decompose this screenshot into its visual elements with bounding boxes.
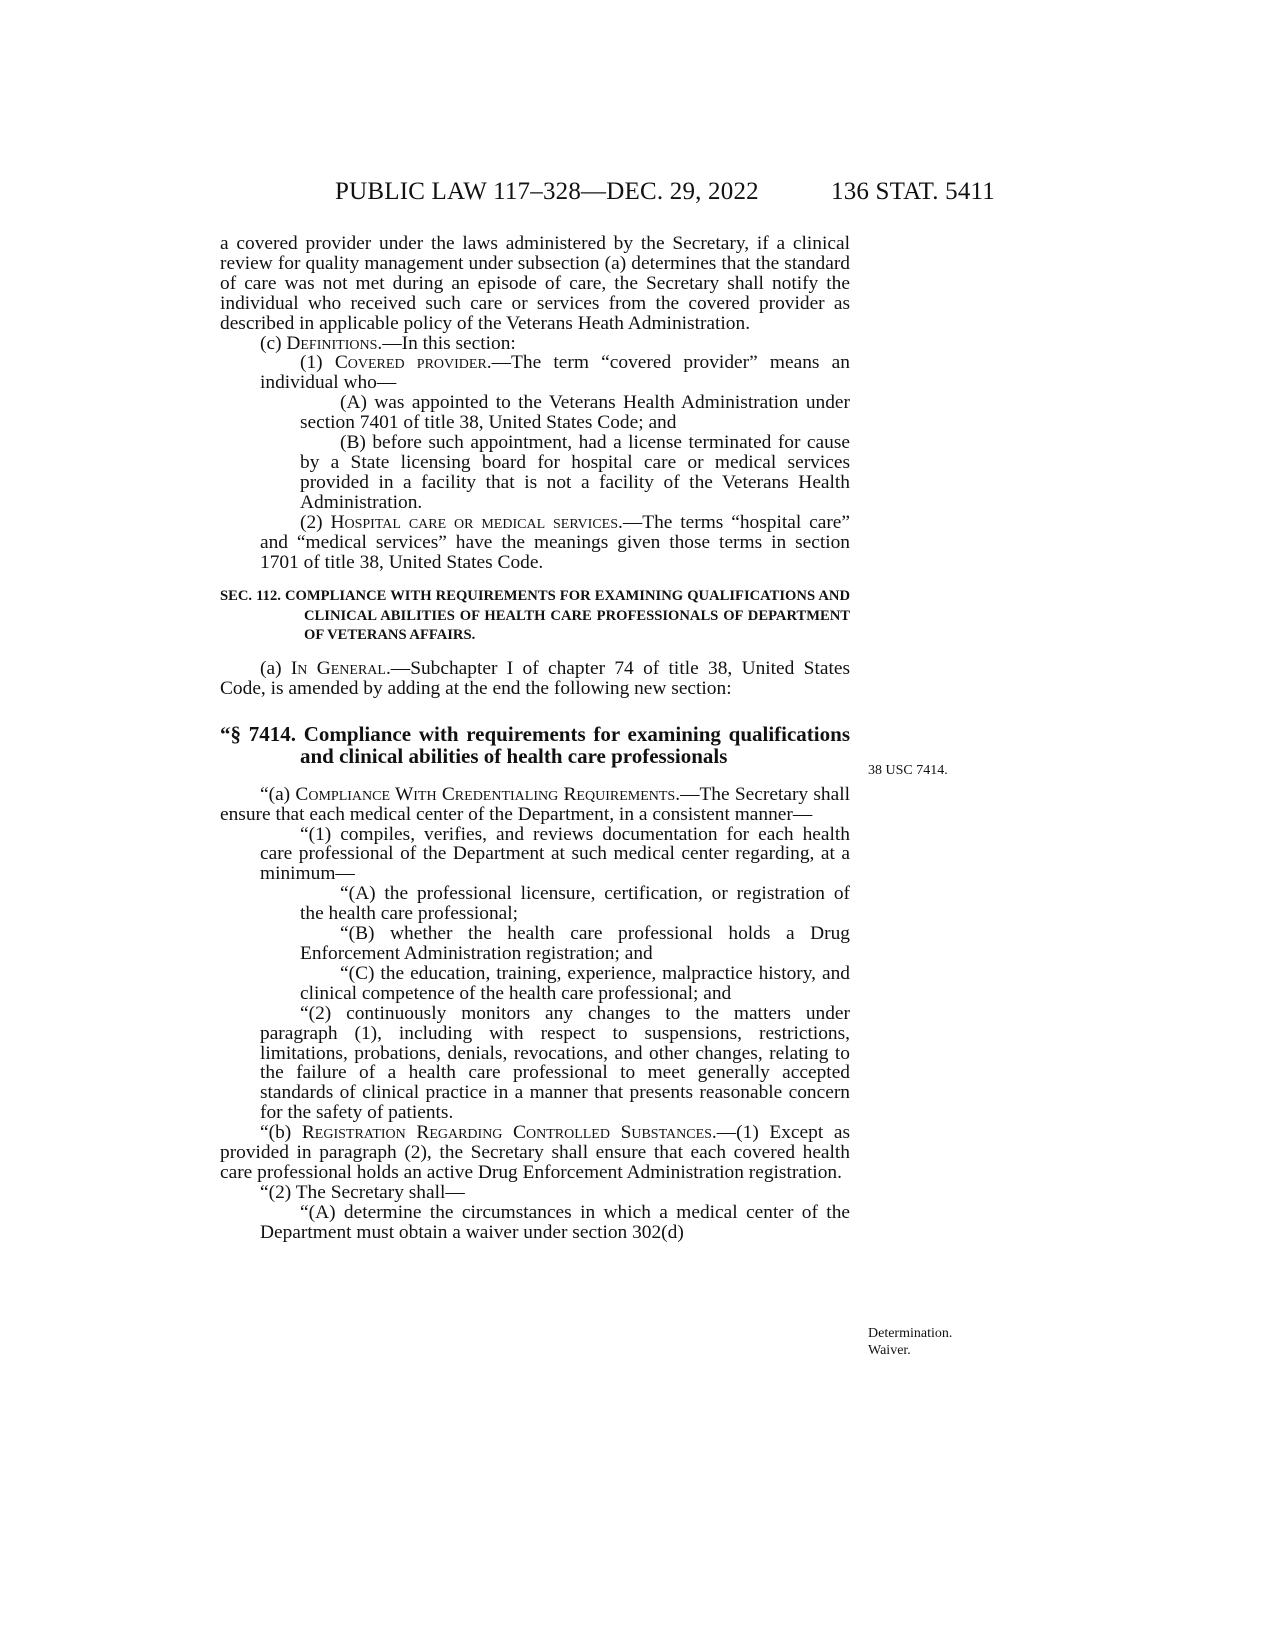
new-section-heading: “§ 7414. Compliance with requirements for examining qualifications and clinical abilities of health care professionals	[220, 721, 850, 768]
new-paragraph-a2: “(2) continuously monitors any changes to the matters under paragraph (1), including with respect to suspensions, restrictions, limitations, probations, denials, revocations, and other changes, relating to the failure of a health care professional to meet generally accepted standards of clinical practice in a manner that presents reasonable concern for the safety of patients.	[260, 1002, 850, 1124]
subsection-heading: Definitions	[286, 332, 378, 354]
margin-note-waiver-text: Waiver.	[868, 1343, 911, 1358]
new-subsection-a: “(a) Compliance With Credentialing Requirements.—The Secretary shall ensure that each medical center of the Department, in a consistent manner—	[220, 783, 850, 825]
new-subparagraph-a1C: “(C) the education, training, experience, malpractice history, and clinical competence of the health care professional; and	[300, 962, 850, 1004]
page-body	[220, 234, 850, 1243]
new-subparagraph-a1A: “(A) the professional licensure, certification, or registration of the health care professional;	[300, 883, 850, 925]
subsection-heading: In General	[290, 657, 386, 679]
subsection-a: (a) In General.—Subchapter I of chapter 74 of title 38, United States Code, is amended by adding at the end the following new section:	[220, 657, 850, 699]
paragraph-c1: (1) Covered provider.—The term “covered provider” means an individual who—	[260, 352, 850, 394]
subparagraph-c1A: (A) was appointed to the Veterans Health Administration under section 7401 of title 38, United States Code; and	[300, 392, 850, 434]
new-subsection-b: “(b) Registration Regarding Controlled Substances.—(1) Except as provided in paragraph (2), the Secretary shall ensure that each covered health care professional holds an active Drug Enforcement Administration registration.	[220, 1122, 850, 1183]
statute-page-number: 136 STAT. 5411	[831, 178, 995, 205]
new-paragraph-b2: “(2) The Secretary shall—	[260, 1181, 465, 1203]
subsection-heading: Registration Regarding Controlled Substances	[301, 1122, 712, 1144]
paragraph-continued: a covered provider under the laws administered by the Secretary, if a clinical review for quality management under subsection (a) determines that the standard of care was not met during an episode of care, the Secretary shall notify the individual who received such care or services from the covered provider as described in applicable policy of the Veterans Heath Administration.	[220, 233, 850, 334]
paragraph-heading: Hospital care or medical services	[330, 511, 619, 533]
subparagraph-c1B: (B) before such appointment, had a license terminated for cause by a State licensing board for hospital care or medical services provided in a facility that is not a facility of the Veterans Health Administration.	[300, 432, 850, 513]
new-subparagraph-a1B: “(B) whether the health care professional holds a Drug Enforcement Administration registration; and	[300, 923, 850, 964]
margin-note-determination	[868, 1325, 952, 1359]
margin-note-usc: 38 USC 7414.	[868, 763, 948, 778]
page-header	[335, 178, 995, 218]
section-heading: SEC. 112. COMPLIANCE WITH REQUIREMENTS FOR EXAMINING QUALIFICATIONS AND CLINICAL ABILITIES OF HEALTH CARE PROFESSIONALS OF DEPARTMENT OF VETERANS AFFAIRS.	[220, 588, 850, 644]
paragraph-heading: Covered provider	[334, 352, 487, 374]
margin-note-determination-text: Determination.	[868, 1326, 953, 1341]
subsection-c: (c) Definitions.—In this section:	[260, 332, 516, 354]
new-subparagraph-b2A: “(A) determine the circumstances in which a medical center of the Department must obtain a waiver under section 302(d)	[260, 1201, 850, 1243]
running-head-title: PUBLIC LAW 117–328—DEC. 29, 2022	[335, 178, 759, 205]
paragraph-c2: (2) Hospital care or medical services.—The terms “hospital care” and “medical services” have the meanings given those terms in section 1701 of title 38, United States Code.	[260, 511, 850, 573]
subsection-heading: Compliance With Credentialing Requirements	[295, 783, 676, 805]
new-paragraph-a1: “(1) compiles, verifies, and reviews documentation for each health care professional of the Department at such medical center regarding, at a minimum—	[260, 823, 850, 885]
